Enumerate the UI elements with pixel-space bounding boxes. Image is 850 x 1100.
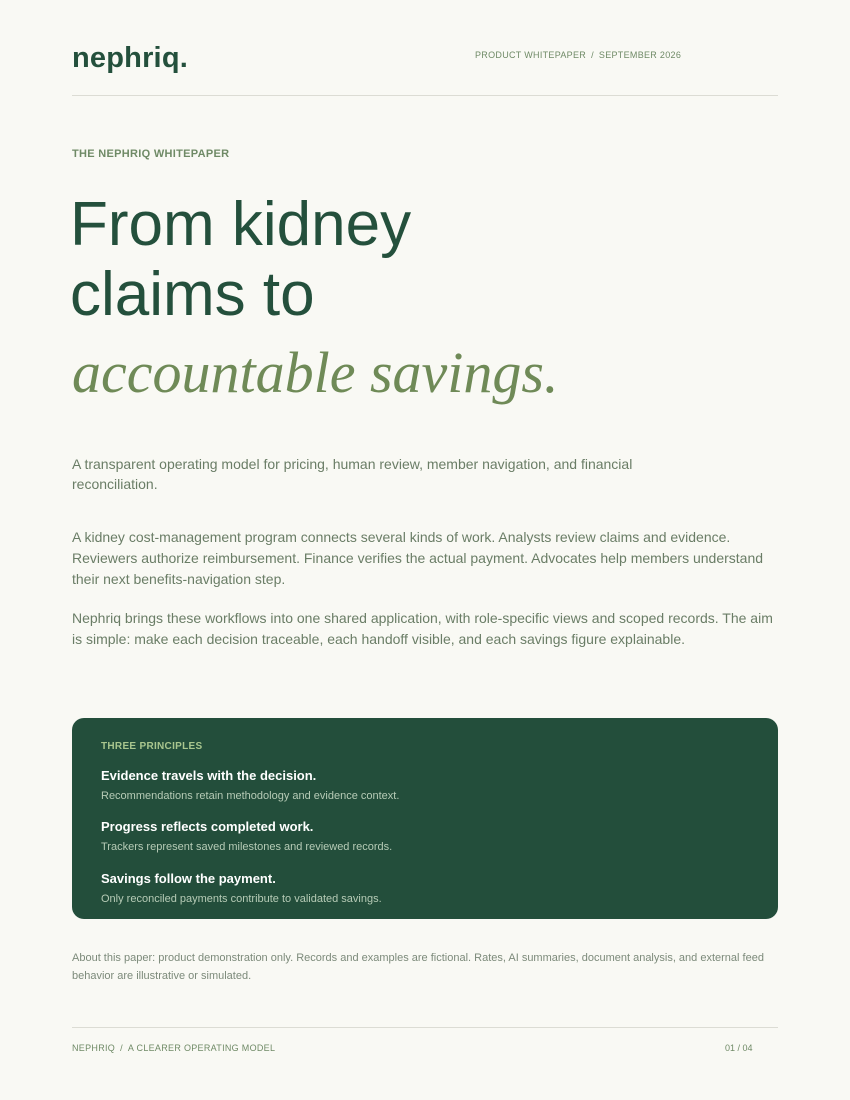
about-note: About this paper: product demonstration only. Records and examples are fictional. Rates, AI summaries, document analysis, and external feed behavior are illustrative or simulated. xyxy=(72,952,764,982)
header-separator: / xyxy=(591,50,594,60)
eyebrow: THE NEPHRIQ WHITEPAPER xyxy=(72,148,230,160)
principles-title: THREE PRINCIPLES xyxy=(101,741,203,752)
page-title xyxy=(70,190,570,330)
footer-tagline-text: A CLEARER OPERATING MODEL xyxy=(127,1043,276,1053)
brand-logo: nephriq. xyxy=(72,42,188,74)
principle-item xyxy=(101,871,382,906)
footer-separator: / xyxy=(120,1043,123,1053)
footer-brand: NEPHRIQ xyxy=(72,1043,116,1053)
doc-type: PRODUCT WHITEPAPER xyxy=(475,50,587,60)
principle-desc: Only reconciled payments contribute to validated savings. xyxy=(101,893,382,905)
footer-divider xyxy=(72,1027,778,1028)
headline-line-2: claims to xyxy=(70,260,315,329)
principles-panel xyxy=(72,718,778,919)
principle-title: Evidence travels with the decision. xyxy=(101,768,317,783)
body-paragraph-2: Nephriq brings these workflows into one shared application, with role-specific views and scoped records. The aim is simple: make each decision traceable, each handoff visible, and each savings figure explainable. xyxy=(72,610,773,647)
body-paragraph-1: A kidney cost-management program connects several kinds of work. Analysts review claims and evidence. Reviewers authorize reimbursement. Finance verifies the actual payment. Advocates help members understand their next benefits-navigation step. xyxy=(72,529,764,587)
headline-line-1: From kidney xyxy=(70,190,412,259)
header-divider xyxy=(72,95,778,96)
principle-item xyxy=(101,768,399,803)
principle-desc: Trackers represent saved milestones and reviewed records. xyxy=(101,841,393,853)
principle-desc: Recommendations retain methodology and evidence context. xyxy=(101,790,400,802)
principle-title: Savings follow the payment. xyxy=(101,871,276,886)
footer-tagline xyxy=(72,1043,275,1053)
doc-date: SEPTEMBER 2026 xyxy=(598,50,682,60)
headline-italic: accountable savings. xyxy=(72,340,559,405)
page-number: 01 / 04 xyxy=(725,1043,753,1053)
header-meta xyxy=(475,50,681,60)
subtitle: A transparent operating model for pricing, human review, member navigation, and financial reconciliation. xyxy=(72,456,633,492)
principle-title: Progress reflects completed work. xyxy=(101,819,314,834)
principle-item xyxy=(101,819,392,854)
